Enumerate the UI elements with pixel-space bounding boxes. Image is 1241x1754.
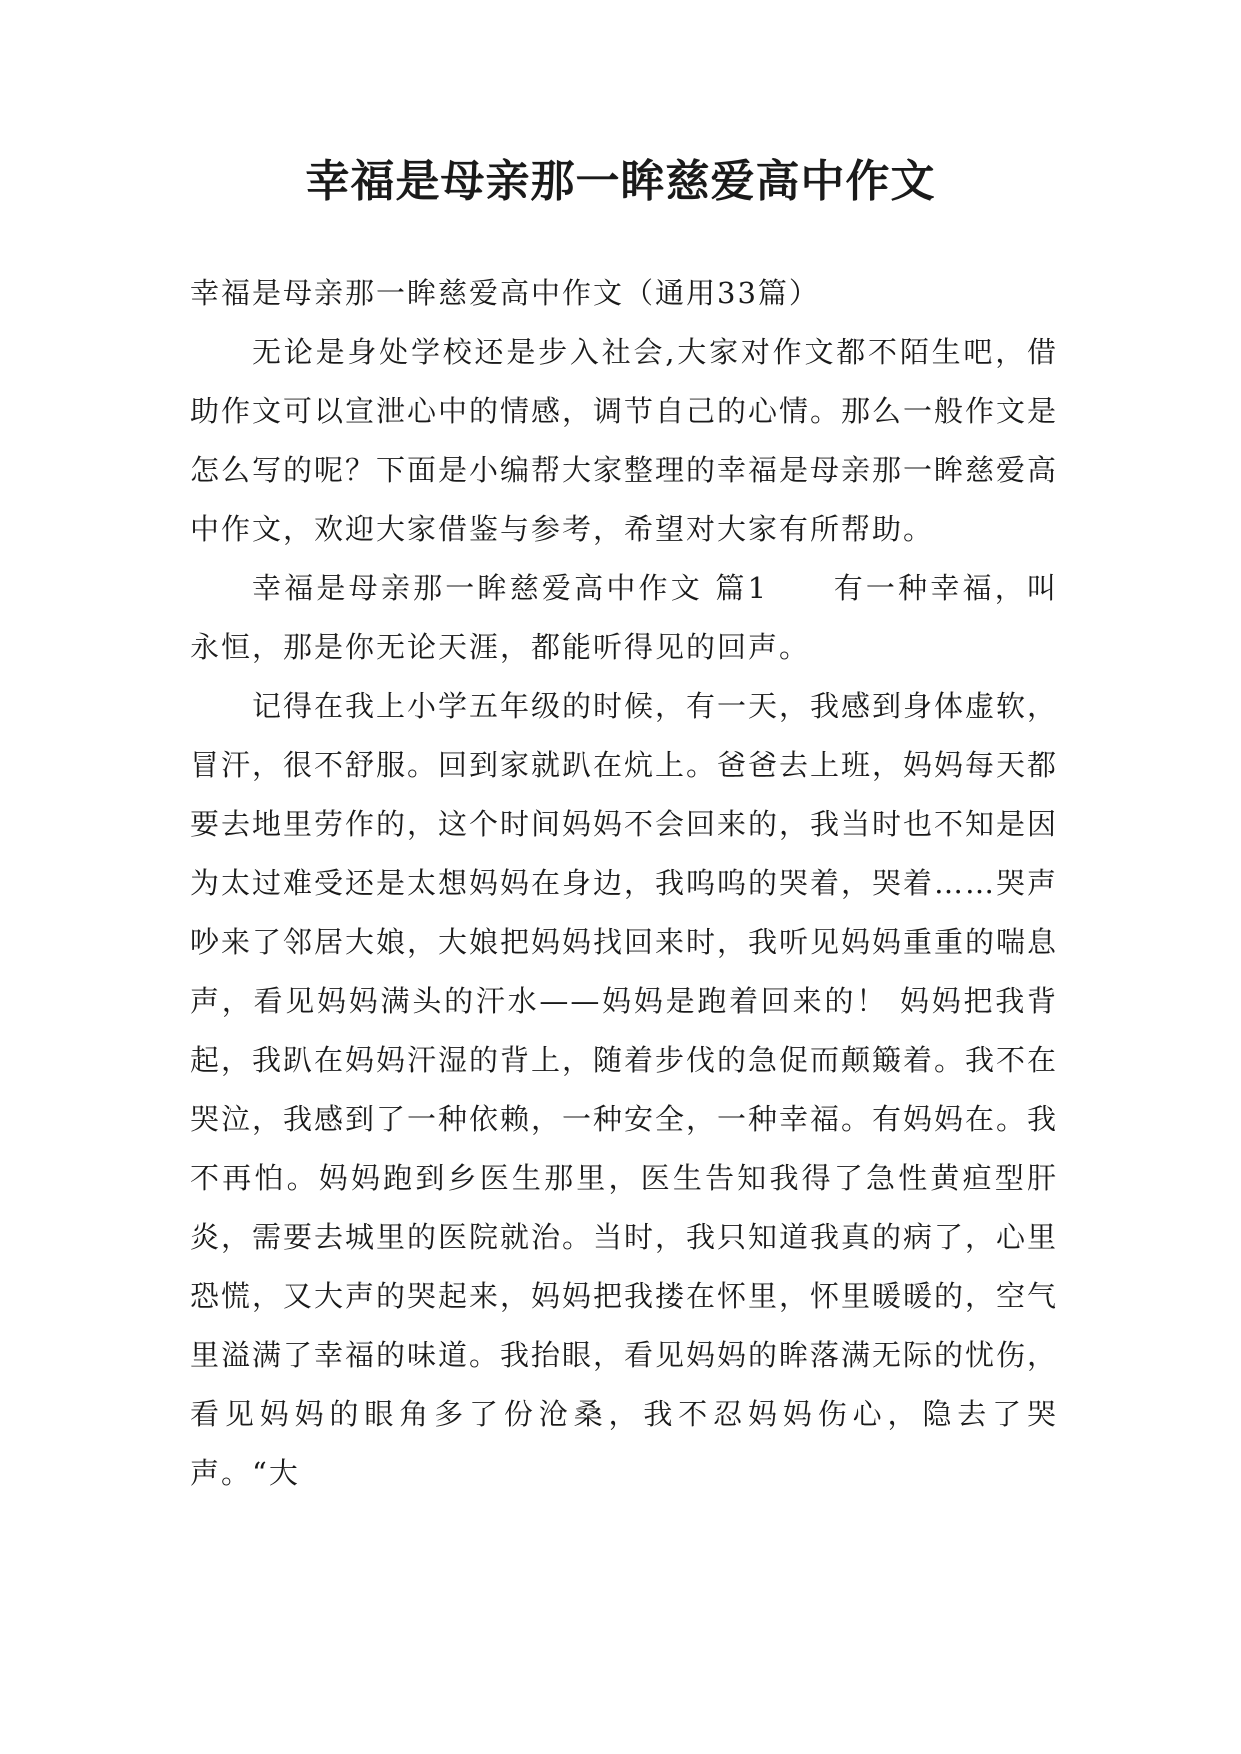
essay-body-paragraph: 记得在我上小学五年级的时候，有一天，我感到身体虚软，冒汗，很不舒服。回到家就趴在炕上。爸爸去上班，妈妈每天都要去地里劳作的，这个时间妈妈不会回来的，我当时也不知是因为太过难受还是太想妈妈在身边，我呜呜的哭着，哭着……哭声吵来了邻居大娘，大娘把妈妈找回来时，我听见妈妈重重的喘息声，看见妈妈满头的汗水——妈妈是跑着回来的！ 妈妈把我背起，我趴在妈妈汗湿的背上，随着步伐的急促而颠簸着。我不在哭泣，我感到了一种依赖，一种安全，一种幸福。有妈妈在。我不再怕。妈妈跑到乡医生那里，医生告知我得了急性黄疸型肝炎，需要去城里的医院就治。当时，我只知道我真的病了，心里恐慌，又大声的哭起来，妈妈把我搂在怀里，怀里暖暖的，空气里溢满了幸福的味道。我抬眼，看见妈妈的眸落满无际的忧伤，看见妈妈的眼角多了份沧桑，我不忍妈妈伤心，隐去了哭声。“大	[190, 689, 1059, 1490]
essay-heading-paragraph: 幸福是母亲那一眸慈爱高中作文 篇1 有一种幸福，叫永恒，那是你无论天涯，都能听得见的回声。	[190, 571, 1058, 664]
document-title: 幸福是母亲那一眸慈爱高中作文	[305, 156, 936, 207]
subtitle-paragraph: 幸福是母亲那一眸慈爱高中作文（通用33篇）	[190, 276, 820, 310]
intro-paragraph: 无论是身处学校还是步入社会,大家对作文都不陌生吧，借助作文可以宣泄心中的情感，调节自己的心情。那么一般作文是怎么写的呢？下面是小编帮大家整理的幸福是母亲那一眸慈爱高中作文，欢迎大家借鉴与参考，希望对大家有所帮助。	[190, 335, 1059, 546]
document-body	[190, 264, 1058, 1503]
